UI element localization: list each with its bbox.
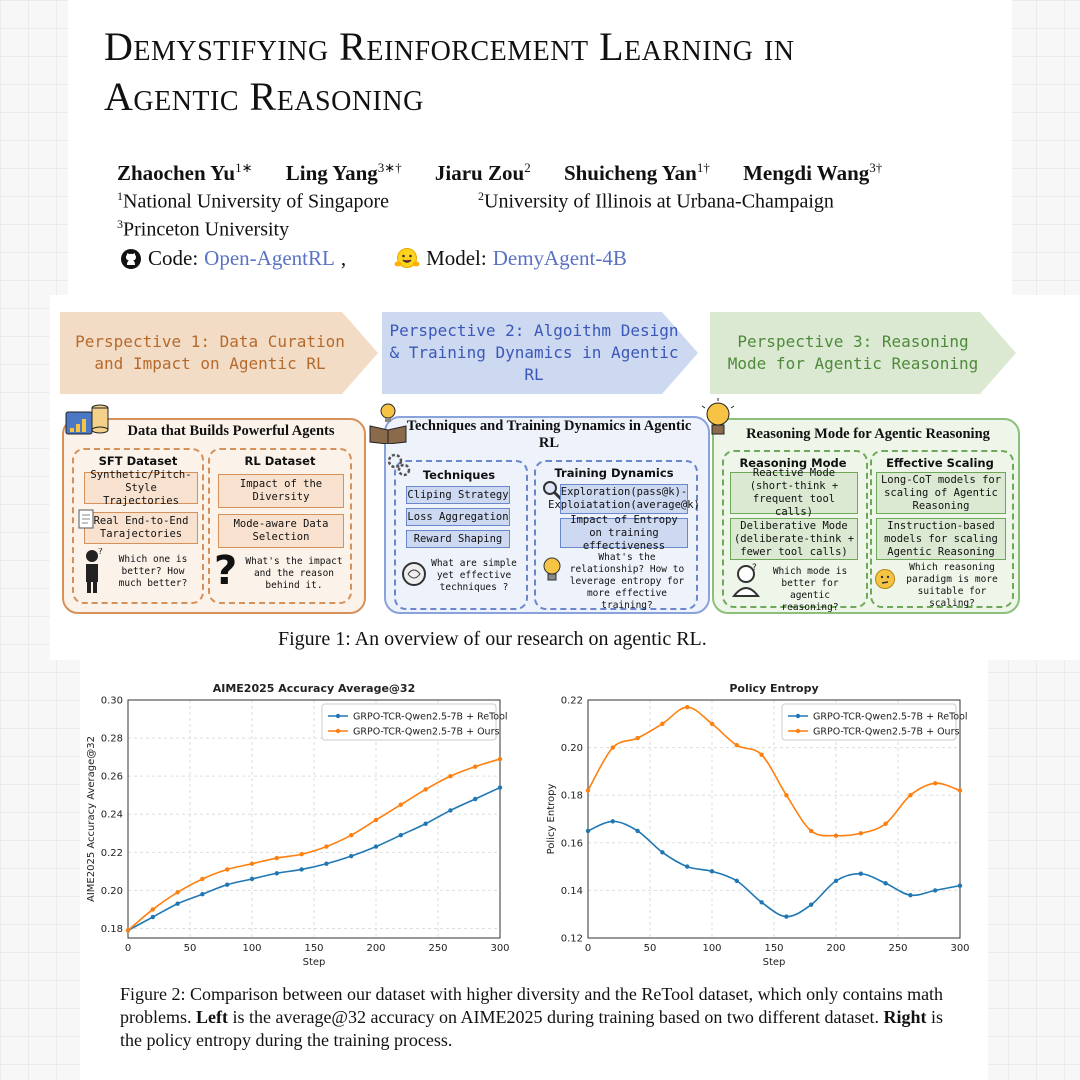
- data-point: [374, 844, 378, 848]
- mode-question: Which mode is better for agentic reasoning?: [772, 566, 848, 613]
- affil-sup: 3: [117, 217, 123, 231]
- thinking-person-icon: [78, 548, 106, 594]
- rl-item: Mode-aware Data Selection: [218, 514, 344, 548]
- data-point: [685, 705, 689, 709]
- y-tick-label: 0.22: [100, 847, 123, 859]
- x-tick-label: 300: [490, 943, 510, 954]
- author-name: Jiaru Zou: [434, 161, 525, 185]
- rl-item: Impact of the Diversity: [218, 474, 344, 508]
- reasoning-mode-label: Reasoning Mode: [739, 456, 847, 470]
- y-tick-label: 0.30: [100, 695, 123, 707]
- dynamics-item: Impact of Entropy on training effectiveness: [560, 518, 688, 548]
- x-axis-label: Step: [762, 957, 786, 968]
- data-point: [299, 867, 303, 871]
- y-tick-label: 0.18: [100, 923, 123, 935]
- perspective-2-label: Perspective 2: Algoithm Design & Training Dynamics in Agentic RL: [389, 321, 679, 384]
- data-point: [299, 852, 303, 856]
- techniques-box-title: Techniques and Training Dynamics in Agentic RL: [406, 418, 692, 451]
- affil-name: University of Illinois at Urbana-Champaign: [484, 190, 834, 213]
- sft-question: Which one is better? How much better?: [118, 554, 188, 589]
- figure1-caption: Figure 1: An overview of our research on agentic RL.: [278, 628, 707, 650]
- affiliation: [117, 217, 289, 242]
- data-point: [225, 882, 229, 886]
- data-point: [958, 788, 962, 792]
- y-tick-label: 0.12: [560, 933, 583, 945]
- legend-entry: GRPO-TCR-Qwen2.5-7B + Ours: [353, 726, 500, 738]
- data-point: [423, 787, 427, 791]
- lightbulb-icon: [540, 556, 564, 584]
- data-point: [735, 879, 739, 883]
- sft-item: Synthetic/Pitch-Style Trajectories: [84, 472, 198, 504]
- data-box-title: Data that Builds Powerful Agents: [127, 423, 335, 439]
- perspective-1-label: Perspective 1: Data Curation and Impact on Agentic RL: [75, 332, 345, 373]
- accuracy-chart: [80, 676, 520, 972]
- author-sup: 3†: [869, 160, 883, 175]
- data-point: [175, 902, 179, 906]
- svg-text:?: ?: [98, 548, 103, 557]
- person-thinking-icon: [730, 562, 762, 598]
- x-tick-label: 250: [428, 943, 448, 954]
- author-sup: 1†: [696, 160, 710, 175]
- data-point: [374, 818, 378, 822]
- data-point: [250, 877, 254, 881]
- affiliation: [117, 189, 389, 214]
- y-tick-label: 0.20: [100, 885, 123, 897]
- data-point: [586, 829, 590, 833]
- data-point: [275, 871, 279, 875]
- affil-sup: 1: [117, 189, 123, 203]
- data-point: [685, 864, 689, 868]
- question-mark-icon: ?: [214, 548, 238, 594]
- data-point: [611, 745, 615, 749]
- author: [435, 161, 531, 185]
- data-point: [349, 854, 353, 858]
- x-tick-label: 50: [643, 943, 657, 954]
- model-link[interactable]: DemyAgent-4B: [492, 246, 627, 270]
- data-point: [498, 757, 502, 761]
- legend-marker: [796, 714, 800, 718]
- data-point: [635, 829, 639, 833]
- y-tick-label: 0.18: [560, 790, 583, 802]
- y-axis-label: AIME2025 Accuracy Average@32: [86, 736, 97, 902]
- data-point: [660, 850, 664, 854]
- affil-name: National University of Singapore: [123, 190, 390, 213]
- data-point: [151, 915, 155, 919]
- technique-item: Reward Shaping: [406, 530, 510, 548]
- y-tick-label: 0.16: [560, 838, 583, 850]
- data-point: [958, 883, 962, 887]
- author-name: Ling Yang: [285, 161, 378, 185]
- data-point: [784, 914, 788, 918]
- data-point: [809, 902, 813, 906]
- scaling-item: Long-CoT models for scaling of Agentic Reasoning: [876, 472, 1006, 514]
- y-tick-label: 0.24: [100, 809, 123, 821]
- training-dynamics-label: Training Dynamics: [554, 466, 674, 480]
- data-point: [250, 862, 254, 866]
- x-tick-label: 250: [888, 943, 908, 954]
- data-point: [710, 722, 714, 726]
- affil-sup: 2: [478, 189, 484, 203]
- data-point: [859, 831, 863, 835]
- dynamics-item: Exploration(pass@k)-Exploiatation(average@k): [560, 484, 688, 514]
- data-point: [324, 844, 328, 848]
- data-point: [908, 793, 912, 797]
- data-point: [859, 872, 863, 876]
- caption-bold: Left: [196, 1007, 228, 1027]
- scaling-question: Which reasoning paradigm is more suitable for scaling?: [906, 562, 998, 609]
- x-tick-label: 150: [764, 943, 784, 954]
- y-axis-label: Policy Entropy: [546, 783, 557, 855]
- data-point: [933, 781, 937, 785]
- data-point: [399, 803, 403, 807]
- legend-marker: [336, 729, 340, 733]
- chart-title: AIME2025 Accuracy Average@32: [212, 682, 416, 695]
- data-point: [126, 928, 130, 932]
- database-icon: [64, 402, 110, 444]
- title-line-2: Agentic Reasoning: [104, 74, 424, 119]
- author-sup: 3∗†: [377, 160, 402, 175]
- data-point: [883, 881, 887, 885]
- author-name: Zhaochen Yu: [117, 161, 236, 185]
- author: [564, 161, 710, 185]
- entropy-chart: [540, 676, 980, 972]
- y-tick-label: 0.20: [560, 743, 583, 755]
- data-point: [809, 829, 813, 833]
- sft-dataset-label: SFT Dataset: [98, 454, 178, 468]
- data-point: [784, 793, 788, 797]
- affiliation: [478, 189, 834, 214]
- x-axis-label: Step: [302, 957, 326, 968]
- data-point: [635, 736, 639, 740]
- brain-icon: [400, 560, 428, 588]
- y-tick-label: 0.22: [560, 695, 583, 707]
- perspective-3-label: Perspective 3: Reasoning Mode for Agentic Reasoning: [727, 332, 979, 373]
- data-point: [933, 888, 937, 892]
- data-point: [759, 900, 763, 904]
- chart-title: Policy Entropy: [729, 682, 819, 695]
- data-point: [175, 890, 179, 894]
- mode-item: Deliberative Mode (deliberate-think + fewer tool calls): [730, 518, 858, 560]
- x-tick-label: 0: [584, 943, 592, 954]
- effective-scaling-label: Effective Scaling: [886, 456, 994, 470]
- data-point: [883, 822, 887, 826]
- legend-marker: [796, 729, 800, 733]
- x-tick-label: 100: [242, 943, 262, 954]
- reasoning-mode-box-title: Reasoning Mode for Agentic Reasoning: [746, 426, 990, 442]
- author-list: [117, 160, 910, 186]
- rl-dataset-label: RL Dataset: [244, 454, 316, 468]
- data-point: [349, 833, 353, 837]
- title-line-1: Demystifying Reinforcement Learning in: [104, 24, 795, 69]
- technique-item: Cliping Strategy: [406, 486, 510, 504]
- data-point: [735, 743, 739, 747]
- mode-item: Reactive Mode (short-think + frequent tool calls): [730, 472, 858, 514]
- data-point: [448, 808, 452, 812]
- x-tick-label: 50: [183, 943, 197, 954]
- data-point: [498, 785, 502, 789]
- rl-question: What's the impact and the reason behind it.: [245, 556, 343, 591]
- thinking-face-icon: [874, 568, 896, 590]
- model-label: Model:: [426, 246, 487, 270]
- data-point: [908, 893, 912, 897]
- data-point: [834, 833, 838, 837]
- data-point: [834, 879, 838, 883]
- paper-title: [104, 22, 1004, 122]
- data-point: [448, 774, 452, 778]
- y-tick-label: 0.28: [100, 733, 123, 745]
- affil-name: Princeton University: [123, 218, 290, 241]
- technique-item: Loss Aggregation: [406, 508, 510, 526]
- caption-text: is the average@32 accuracy on AIME2025 during training based on two different dataset.: [227, 1007, 884, 1027]
- dynamics-question: What's the relationship? How to leverage entropy for more effective training?: [569, 552, 685, 611]
- x-tick-label: 100: [702, 943, 722, 954]
- github-icon: [120, 248, 142, 270]
- x-tick-label: 150: [304, 943, 324, 954]
- data-point: [710, 869, 714, 873]
- author: [743, 161, 882, 185]
- author-sup: 2: [524, 160, 531, 175]
- x-tick-label: 200: [366, 943, 386, 954]
- y-tick-label: 0.26: [100, 771, 123, 783]
- data-point: [586, 788, 590, 792]
- data-point: [660, 722, 664, 726]
- data-point: [275, 856, 279, 860]
- scaling-item: Instruction-based models for scaling Agentic Reasoning: [876, 518, 1006, 560]
- data-point: [611, 819, 615, 823]
- link-separator: ,: [340, 246, 347, 270]
- legend-entry: GRPO-TCR-Qwen2.5-7B + ReTool: [813, 711, 968, 723]
- data-point: [473, 797, 477, 801]
- data-point: [200, 892, 204, 896]
- legend-marker: [336, 714, 340, 718]
- sft-item: Real End-to-End Tarajectories: [84, 512, 198, 544]
- legend-entry: GRPO-TCR-Qwen2.5-7B + ReTool: [353, 711, 508, 723]
- x-tick-label: 200: [826, 943, 846, 954]
- y-tick-label: 0.14: [560, 885, 583, 897]
- svg-text:?: ?: [752, 563, 757, 573]
- techniques-question: What are simple yet effective techniques ?: [431, 558, 517, 593]
- author: [286, 161, 402, 185]
- legend-entry: GRPO-TCR-Qwen2.5-7B + Ours: [813, 726, 960, 738]
- author-sup: 1∗: [235, 160, 253, 175]
- x-tick-label: 0: [124, 943, 132, 954]
- resource-links: [120, 246, 627, 271]
- data-point: [151, 907, 155, 911]
- author: [117, 161, 252, 185]
- code-link[interactable]: Open-AgentRL: [204, 246, 335, 270]
- author-name: Mengdi Wang: [743, 161, 870, 185]
- caption-text: is the policy entropy during the training process.: [120, 1007, 944, 1050]
- data-point: [759, 753, 763, 757]
- x-tick-label: 300: [950, 943, 970, 954]
- caption-text: Figure 2: Comparison between our dataset with higher diversity and the ReTool dataset, which only contains math problems.: [120, 984, 944, 1027]
- data-point: [200, 877, 204, 881]
- figure2-caption: [120, 983, 960, 1052]
- data-point: [399, 833, 403, 837]
- data-point: [423, 822, 427, 826]
- document-icon: [76, 508, 98, 530]
- caption-bold: Right: [883, 1007, 927, 1027]
- author-name: Shuicheng Yan: [563, 161, 697, 185]
- data-point: [324, 862, 328, 866]
- data-point: [225, 867, 229, 871]
- data-point: [473, 764, 477, 768]
- hugging-face-icon: [394, 247, 420, 271]
- techniques-label: Techniques: [422, 468, 496, 482]
- code-label: Code:: [148, 246, 199, 270]
